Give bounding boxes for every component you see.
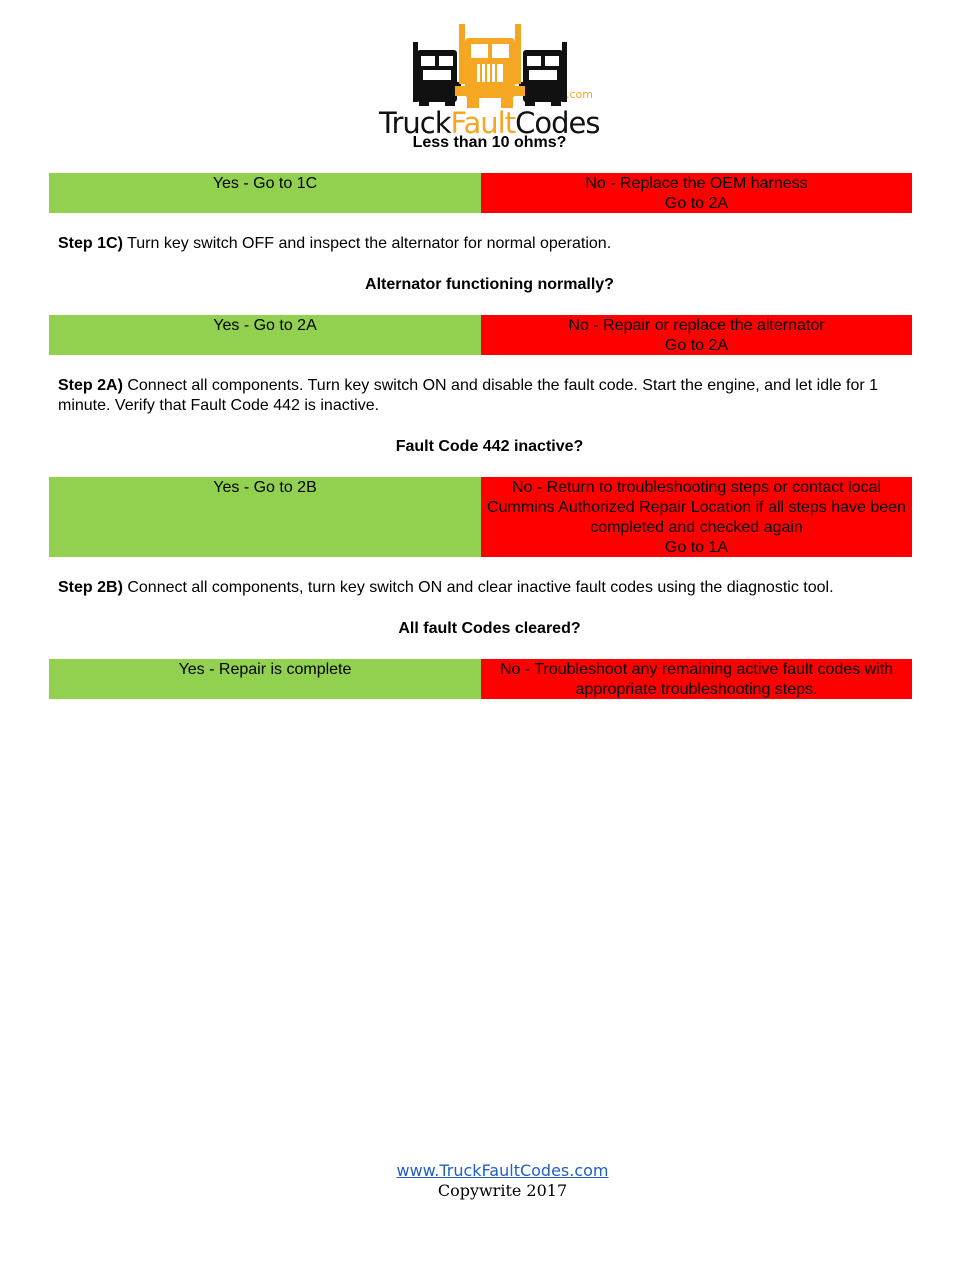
truckfaultcodes-logo	[379, 20, 601, 140]
step-label: Step 2A)	[58, 377, 123, 394]
question-fault-code-442: Fault Code 442 inactive?	[395, 438, 584, 455]
answer-row	[49, 173, 912, 213]
answer-row	[49, 477, 912, 557]
logo-word-truck: Truck	[379, 106, 451, 140]
no-answer-line: No - Replace the OEM harness	[585, 175, 808, 192]
step-2b	[58, 578, 908, 598]
yes-answer: Yes - Repair is complete	[49, 659, 481, 699]
question-less-than-10-ohms: Less than 10 ohms?	[412, 134, 567, 151]
step-label: Step 2B)	[58, 579, 123, 596]
yes-answer: Yes - Go to 2A	[49, 315, 481, 355]
yes-answer: Yes - Go to 2B	[49, 477, 481, 557]
no-answer	[481, 315, 912, 355]
answer-row	[49, 659, 912, 699]
step-text: Connect all components, turn key switch ON and clear inactive fault codes using the diagnostic tool.	[122, 579, 834, 596]
no-answer-goto: Go to 2A	[664, 195, 729, 212]
no-answer-goto: Go to 2A	[664, 337, 729, 354]
step-label: Step 1C)	[58, 235, 123, 252]
footer-copyright: Copywrite 2017	[437, 1181, 568, 1200]
question-all-fault-codes-cleared: All fault Codes cleared?	[398, 620, 581, 637]
step-text: Turn key switch OFF and inspect the alternator for normal operation.	[122, 235, 612, 252]
step-2a	[58, 376, 908, 416]
question-alternator: Alternator functioning normally?	[365, 276, 614, 293]
no-answer	[481, 477, 912, 557]
yes-answer: Yes - Go to 1C	[49, 173, 481, 213]
logo-dotcom: .com	[566, 88, 593, 101]
no-answer-line: No - Troubleshoot any remaining active fault codes with appropriate troubleshooting steps.	[499, 661, 894, 698]
no-answer-goto: Go to 1A	[664, 539, 729, 556]
answer-row	[49, 315, 912, 355]
no-answer-line: No - Repair or replace the alternator	[568, 317, 825, 334]
step-text: Connect all components. Turn key switch ON and disable the fault code. Start the engine, and let idle for 1 minute. Verify that Fault Code 442 is inactive.	[58, 377, 879, 414]
step-1c	[58, 234, 908, 254]
logo-word-fault: Fault	[450, 106, 516, 140]
no-answer	[481, 173, 912, 213]
no-answer-line: No - Return to troubleshooting steps or contact local Cummins Authorized Repair Location if all steps have been completed and checked again	[487, 479, 906, 536]
footer-website-link[interactable]: www.TruckFaultCodes.com	[396, 1161, 609, 1180]
logo-word-codes: Codes	[515, 106, 600, 140]
no-answer	[481, 659, 912, 699]
